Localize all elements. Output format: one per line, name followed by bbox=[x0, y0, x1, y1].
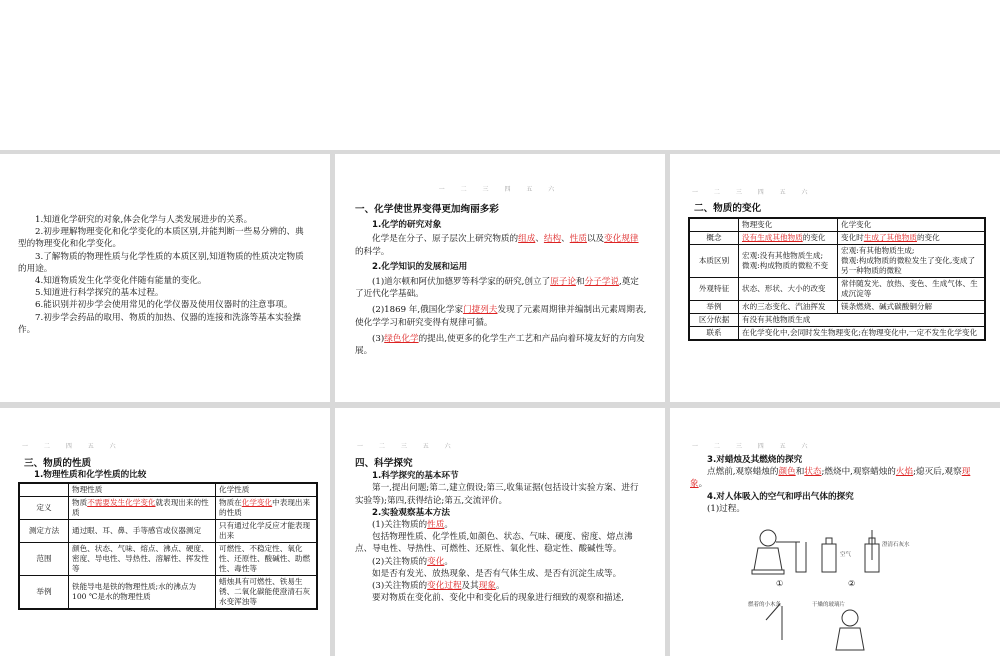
row-label: 范围 bbox=[19, 543, 69, 576]
table-cell: 变化时生成了其他物质的变化 bbox=[838, 232, 986, 245]
objective-item: 3.了解物质的物理性质与化学性质的本质区别,知道物质的性质决定物质的用途。 bbox=[18, 251, 304, 274]
slide-substance-change[interactable] bbox=[670, 154, 1000, 402]
table-cell: 通过眼、耳、鼻、手等感官或仪器测定 bbox=[69, 520, 216, 543]
table-row bbox=[689, 232, 985, 245]
row-label: 区分依据 bbox=[689, 314, 739, 327]
paragraph: 包括物理性质、化学性质,如颜色、状态、气味、硬度、密度、熔点沸点、导电性、导热性、可燃性、还原性、氧化性、稳定性、酸碱性等。 bbox=[355, 532, 633, 555]
paragraph: (2)关注物质的变化。 bbox=[372, 556, 453, 567]
row-label: 举例 bbox=[689, 301, 739, 314]
objective-item: 1.知道化学研究的对象,体会化学与人类发展进步的关系。 bbox=[35, 215, 253, 225]
dry-glass-label: 干燥的玻璃片 bbox=[812, 602, 846, 608]
paragraph: 要对物质在变化前、变化中和变化后的现象进行细致的观察和描述, bbox=[372, 593, 624, 604]
paragraph: 化学是在分子、原子层次上研究物质的组成、结构、性质以及变化规律的科学。 bbox=[355, 234, 639, 257]
slide6-body bbox=[690, 454, 986, 515]
table-cell: 宏观:有其他物质生成; 微观:构成物质的微粒发生了变化,变成了另一种物质的微粒 bbox=[838, 245, 986, 278]
paragraph: 点燃前,观察蜡烛的颜色和状态;燃烧中,观察蜡烛的火焰;熄灭后,观察现象。 bbox=[690, 467, 971, 490]
table-row bbox=[19, 483, 317, 497]
table-cell: 宏观:没有其他物质生成; 微观:构成物质的微粒不变 bbox=[739, 245, 838, 278]
air-label: 空气 bbox=[840, 552, 852, 558]
subheading: 1.物理性质和化学性质的比较 bbox=[34, 470, 147, 480]
paragraph: (3)绿色化学的提出,使更多的化学生产工艺和产品向着环境友好的方向发展。 bbox=[355, 333, 645, 357]
table-row bbox=[689, 301, 985, 314]
objectives-list bbox=[18, 214, 310, 336]
objective-item: 2.初步理解物理变化和化学变化的本质区别,并能判断一些易分辨的、典型的物理变化和化学变化。 bbox=[18, 227, 304, 250]
table-cell: 有没有其他物质生成 bbox=[739, 314, 986, 327]
subheading: 1.科学探究的基本环节 bbox=[372, 471, 459, 482]
subheading: 3.对蜡烛及其燃烧的探究 bbox=[707, 455, 803, 465]
lower-experiment-illustration bbox=[766, 604, 864, 650]
bottle-illustration bbox=[796, 530, 879, 572]
slide-objectives[interactable] bbox=[0, 154, 330, 402]
table-cell: 在化学变化中,会同时发生物理变化;在物理变化中,一定不发生化学变化 bbox=[739, 327, 986, 341]
change-comparison-table bbox=[688, 217, 986, 341]
row-label: 联系 bbox=[689, 327, 739, 341]
paragraph: 第一,提出问题;第二,建立假设;第三,收集证据(包括设计实验方案、进行实验等);第四,获得结论;第五,交流评价。 bbox=[355, 483, 639, 506]
paragraph: (1)道尔顿和阿伏加德罗等科学家的研究,创立了原子论和分子学说,奠定了近代化学基础。 bbox=[355, 277, 639, 300]
top-blank-area bbox=[0, 0, 1000, 150]
subheading: 2.化学知识的发展和运用 bbox=[372, 261, 468, 272]
table-header: 化学性质 bbox=[216, 483, 318, 497]
slide2-body bbox=[355, 204, 647, 357]
slide5-body bbox=[355, 458, 647, 604]
table-row bbox=[689, 314, 985, 327]
section-heading: 三、物质的性质 bbox=[24, 458, 92, 469]
row-label: 本质区别 bbox=[689, 245, 739, 278]
slide-candle-breath[interactable] bbox=[670, 408, 1000, 656]
property-comparison-table bbox=[18, 482, 318, 610]
section-heading: 四、科学探究 bbox=[355, 458, 413, 469]
table-cell: 只有通过化学反应才能表现出来 bbox=[216, 520, 318, 543]
person-blowing-illustration bbox=[752, 530, 800, 574]
paragraph: 如是否有发光、放热现象、是否有气体生成、是否有沉淀生成等。 bbox=[372, 568, 622, 579]
table-cell: 没有生成其他物质的变化 bbox=[739, 232, 838, 245]
row-label: 定义 bbox=[19, 497, 69, 520]
row-label: 举例 bbox=[19, 576, 69, 610]
table-cell: 常伴随发光、放热、变色、生成气体、生成沉淀等 bbox=[838, 278, 986, 301]
table-header: 化学变化 bbox=[838, 218, 986, 232]
table-row bbox=[689, 327, 985, 341]
table-row bbox=[689, 245, 985, 278]
row-label: 概念 bbox=[689, 232, 739, 245]
slide-substance-properties[interactable] bbox=[0, 408, 330, 656]
slide-chemistry-world[interactable] bbox=[335, 154, 665, 402]
section-tabs[interactable]: 一 二 三 四 五 六 bbox=[692, 443, 815, 450]
table-row bbox=[689, 218, 985, 232]
section-tabs[interactable]: 一 二 四 五 六 bbox=[22, 443, 123, 450]
objective-item: 7.初步学会药品的取用、物质的加热、仪器的连接和洗涤等基本实验操作。 bbox=[18, 312, 302, 335]
figure-label-1: ① bbox=[776, 579, 784, 588]
table-header: 物理变化 bbox=[739, 218, 838, 232]
burning-stick-label: 燃着的小木条 bbox=[748, 602, 782, 608]
table-cell: 状态、形状、大小的改变 bbox=[739, 278, 838, 301]
section-tabs[interactable]: 一 二 三 四 五 六 bbox=[438, 186, 562, 193]
section-tabs[interactable]: 一 二 三 四 五 六 bbox=[692, 189, 815, 196]
paragraph: (2)1869 年,俄国化学家门捷列夫发现了元素周期律并编制出元素周期表,使化学学习和研究变得有规律可循。 bbox=[355, 305, 647, 328]
table-cell: 物质在化学变化中表现出来的性质 bbox=[216, 497, 318, 520]
table-cell: 铁能导电是铁的物理性质;水的沸点为 100 ℃是水的物理性质 bbox=[69, 576, 216, 610]
lime-water-label: 澄清石灰水 bbox=[882, 542, 910, 548]
table-row bbox=[689, 278, 985, 301]
table-cell: 颜色、状态、气味、熔点、沸点、硬度、密度、导电性、导热性、溶解性、挥发性等 bbox=[69, 543, 216, 576]
table-header: 物理性质 bbox=[69, 483, 216, 497]
table-cell: 物质不需要发生化学变化就表现出来的性质 bbox=[69, 497, 216, 520]
table-row bbox=[19, 497, 317, 520]
row-label: 外观特征 bbox=[689, 278, 739, 301]
subheading: 4.对人体吸入的空气和呼出气体的探究 bbox=[707, 491, 854, 502]
section-tabs[interactable]: 一 二 三 五 六 bbox=[357, 443, 458, 450]
table-cell: 镁条燃烧、碱式碳酸铜分解 bbox=[838, 301, 986, 314]
table-row bbox=[19, 576, 317, 610]
paragraph: (1)关注物质的性质。 bbox=[372, 520, 453, 531]
objective-item: 5.知道进行科学探究的基本过程。 bbox=[35, 288, 164, 299]
table-cell: 可燃性、不稳定性、氧化性、还原性、酸碱性、助燃性、毒性等 bbox=[216, 543, 318, 576]
figure-label-2: ② bbox=[848, 579, 856, 588]
objective-item: 4.知道物质发生化学变化伴随有能量的变化。 bbox=[35, 276, 207, 287]
breath-experiment-figure bbox=[740, 520, 920, 656]
table-cell: 水的三态变化、汽油挥发 bbox=[739, 301, 838, 314]
subheading: 2.实验观察基本方法 bbox=[372, 507, 450, 518]
paragraph: (1)过程。 bbox=[707, 503, 745, 514]
paragraph: (3)关注物质的变化过程及其现象。 bbox=[372, 581, 505, 592]
section-heading: 一、化学使世界变得更加绚丽多彩 bbox=[355, 204, 499, 215]
slide-scientific-inquiry[interactable] bbox=[335, 408, 665, 656]
table-row bbox=[19, 543, 317, 576]
row-label: 测定方法 bbox=[19, 520, 69, 543]
table-cell: 蜡烛具有可燃性、铁易生锈、二氧化碳能使澄清石灰水变浑浊等 bbox=[216, 576, 318, 610]
objective-item: 6.能识别并初步学会使用常见的化学仪器及使用仪器时的注意事项。 bbox=[35, 300, 293, 311]
table-row bbox=[19, 520, 317, 543]
section-heading: 二、物质的变化 bbox=[694, 203, 762, 214]
subheading: 1.化学的研究对象 bbox=[372, 220, 442, 231]
